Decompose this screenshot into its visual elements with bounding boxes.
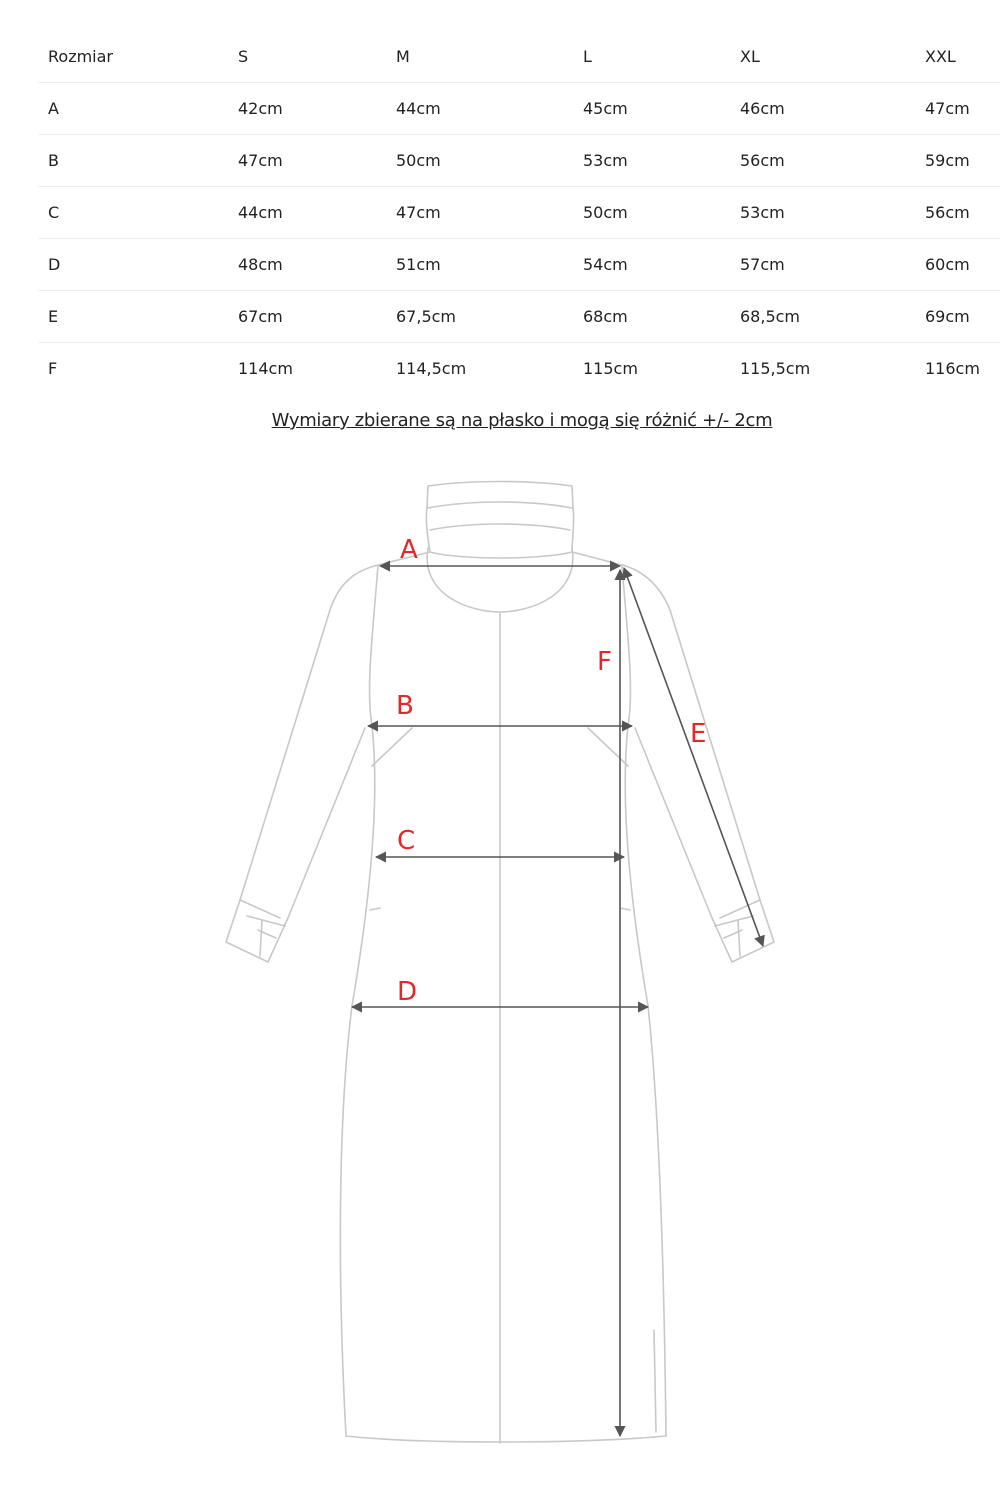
table-cell: 51cm (386, 239, 573, 291)
row-label: D (38, 239, 228, 291)
table-cell: 47cm (228, 135, 386, 187)
table-cell: 50cm (386, 135, 573, 187)
table-cell: 48cm (228, 239, 386, 291)
table-cell: 47cm (386, 187, 573, 239)
label-e: E (690, 719, 707, 749)
table-row (38, 83, 1000, 135)
table-row (38, 343, 1000, 395)
table-cell: 56cm (730, 135, 915, 187)
table-cell: 44cm (386, 83, 573, 135)
table-cell: 44cm (228, 187, 386, 239)
table-cell: 114,5cm (396, 359, 467, 378)
measurement-labels (396, 535, 706, 1007)
row-label: E (38, 291, 228, 343)
table-cell: 53cm (730, 187, 915, 239)
table-row (38, 135, 1000, 187)
table-cell: 56cm (915, 187, 1000, 239)
table-cell: 116cm (925, 359, 980, 378)
header-size-label: Rozmiar (38, 30, 228, 83)
coat-outline (226, 482, 774, 1444)
table-row (38, 187, 1000, 239)
table-cell: 115,5cm (740, 359, 811, 378)
size-chart-table (38, 30, 1000, 394)
row-label: C (38, 187, 228, 239)
table-cell: 42cm (228, 83, 386, 135)
header-size-l: L (573, 30, 730, 83)
table-row (38, 291, 1000, 343)
row-label: A (38, 83, 228, 135)
measure-line-e (624, 568, 763, 946)
collar-icon (426, 482, 573, 559)
table-cell: 60cm (915, 239, 1000, 291)
coat-measurement-diagram (0, 460, 1000, 1460)
label-c: C (397, 826, 416, 856)
table-cell: 68,5cm (730, 291, 915, 343)
table-cell: 53cm (573, 135, 730, 187)
table-cell: 115cm (583, 359, 638, 378)
label-d: D (397, 977, 418, 1007)
table-cell: 67,5cm (386, 291, 573, 343)
table-cell: 46cm (730, 83, 915, 135)
header-size-xl: XL (730, 30, 915, 83)
header-size-xxl: XXL (915, 30, 1000, 83)
table-cell: 68cm (573, 291, 730, 343)
header-size-m: M (386, 30, 573, 83)
label-a: A (400, 535, 418, 565)
table-cell: 45cm (573, 83, 730, 135)
row-label: B (38, 135, 228, 187)
table-cell: 67cm (228, 291, 386, 343)
table-row (38, 239, 1000, 291)
size-header-row (38, 30, 1000, 83)
table-cell: 47cm (915, 83, 1000, 135)
table-cell: 57cm (730, 239, 915, 291)
label-f: F (597, 647, 612, 677)
table-cell: 54cm (573, 239, 730, 291)
table-cell: 114cm (238, 359, 293, 378)
header-size-s: S (228, 30, 386, 83)
measurement-note: Wymiary zbierane są na płasko i mogą się różnić +/- 2cm (271, 410, 773, 431)
table-cell: 59cm (915, 135, 1000, 187)
table-cell: 50cm (573, 187, 730, 239)
label-b: B (396, 691, 414, 721)
table-cell: 69cm (915, 291, 1000, 343)
row-label: F (48, 359, 58, 378)
